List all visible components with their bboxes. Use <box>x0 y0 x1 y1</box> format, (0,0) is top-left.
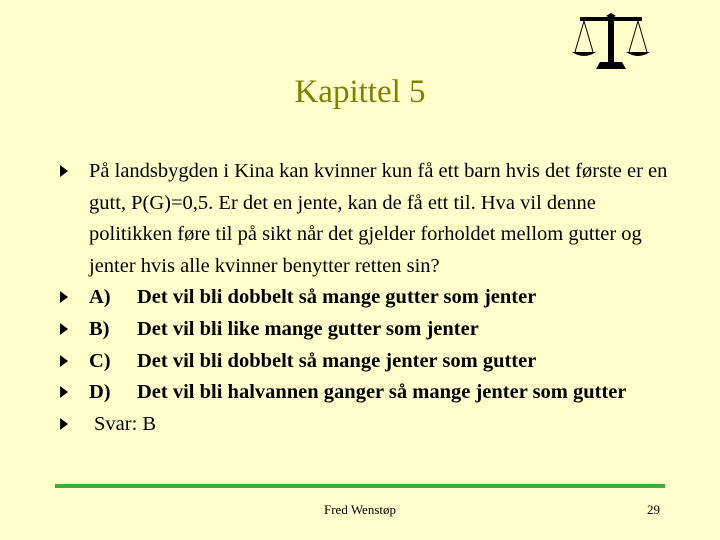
bullet-arrow-icon <box>60 386 68 398</box>
bullet-list <box>60 156 670 440</box>
option-b <box>60 314 670 346</box>
bullet-arrow-icon <box>60 418 68 430</box>
option-text: Det vil bli dobbelt så mange jenter som gutter <box>137 349 537 372</box>
bullet-arrow-icon <box>60 323 68 335</box>
footer-divider <box>55 484 665 488</box>
bullet-arrow-icon <box>60 355 68 367</box>
option-c <box>60 346 670 378</box>
footer-author: Fred Wenstøp <box>323 502 396 517</box>
bullet-arrow-icon <box>60 291 68 303</box>
option-text: Det vil bli like mange gutter som jenter <box>137 317 479 340</box>
option-letter: B) <box>89 317 110 340</box>
answer-text: Svar: B <box>94 412 157 435</box>
slide-title: Kapittel 5 <box>294 74 426 110</box>
option-letter: A) <box>89 286 111 309</box>
scales-of-justice-icon <box>570 12 652 74</box>
option-d <box>60 377 670 409</box>
option-text: Det vil bli halvannen ganger så mange jenter som gutter <box>137 381 627 404</box>
option-text: Det vil bli dobbelt så mange gutter som jenter <box>137 286 537 309</box>
option-a <box>60 282 670 314</box>
question-bullet <box>60 156 670 282</box>
answer-bullet <box>60 409 670 441</box>
question-text: På landsbygden i Kina kan kvinner kun få ett barn hvis det første er en gutt, P(G)=0,5. Er det en jente, kan de få ett til. Hva vil denne politikken føre til på sikt når det gjelder forholdet mellom gutter og jenter hvis alle kvinner benytter retten sin? <box>89 160 668 277</box>
option-letter: C) <box>89 349 111 372</box>
option-letter: D) <box>89 381 111 404</box>
page-number: 29 <box>647 502 660 517</box>
bullet-arrow-icon <box>60 165 68 177</box>
